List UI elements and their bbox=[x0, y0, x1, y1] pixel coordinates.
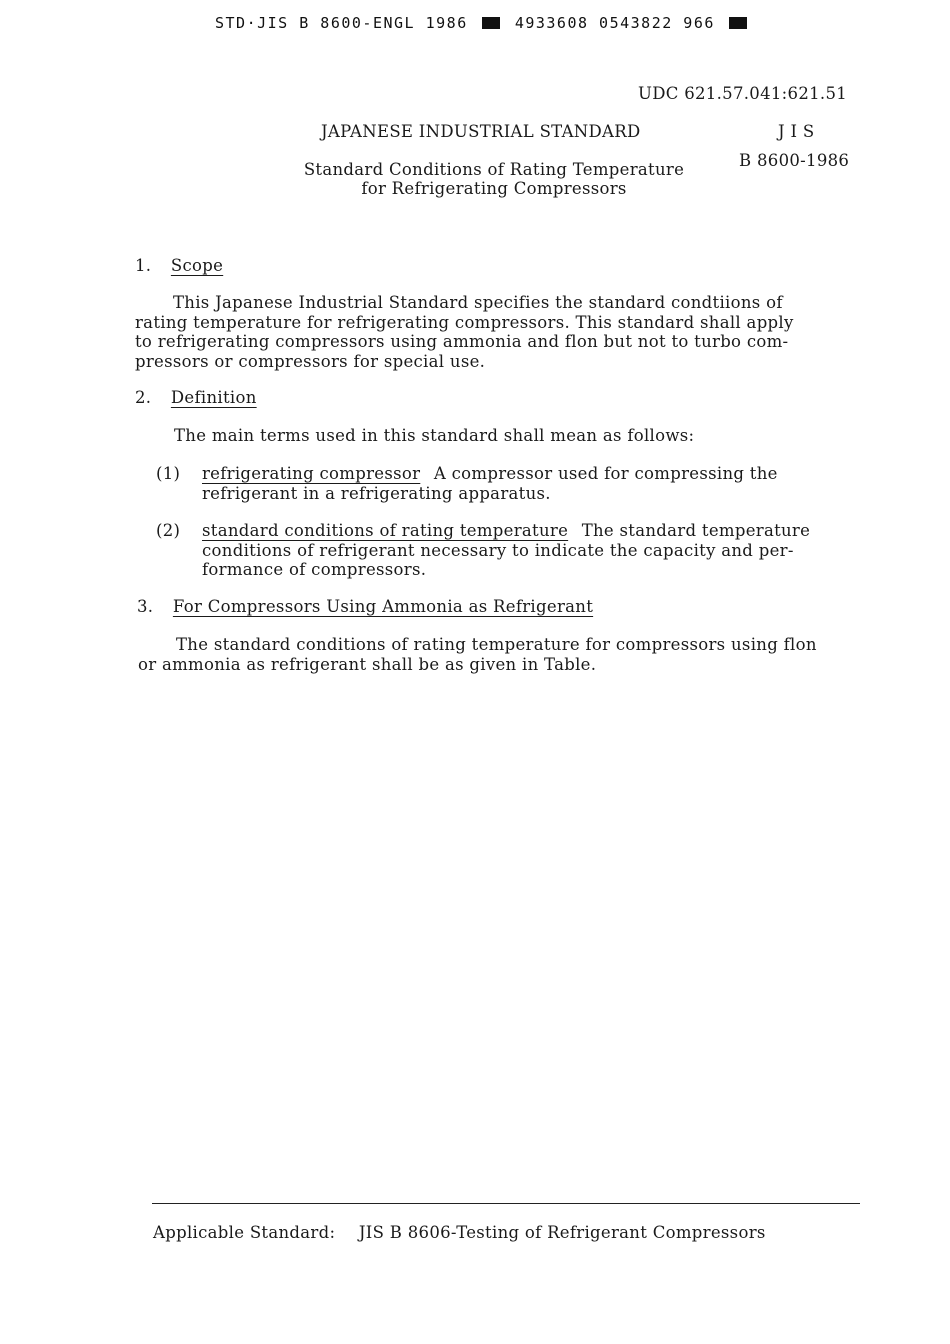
scope-paragraph bbox=[135, 293, 794, 371]
definition-text: The standard temperature bbox=[581, 521, 811, 540]
document-stamp bbox=[215, 14, 751, 32]
ammonia-paragraph bbox=[138, 635, 817, 674]
jis-mark: J I S bbox=[778, 122, 815, 141]
definition-item-2 bbox=[202, 521, 810, 580]
definition-text: A compressor used for compressing the bbox=[433, 464, 778, 483]
applicable-standard bbox=[153, 1223, 766, 1242]
title-line: Standard Conditions of Rating Temperature bbox=[303, 160, 685, 179]
definition-line: conditions of refrigerant necessary to indicate the capacity and per- bbox=[202, 540, 794, 560]
paragraph-line: to refrigerating compressors using ammonia and flon but not to turbo com- bbox=[135, 332, 789, 351]
section-heading-definition bbox=[135, 388, 257, 407]
paragraph-line: rating temperature for refrigerating compressors. This standard shall apply bbox=[135, 312, 794, 332]
paragraph-line: This Japanese Industrial Standard specifies the standard condtiions of bbox=[173, 293, 783, 312]
footer-rule bbox=[152, 1203, 860, 1204]
definition-term: refrigerating compressor bbox=[202, 464, 421, 483]
definition-marker: (1) bbox=[156, 464, 181, 483]
paragraph-line: The standard conditions of rating temperature for compressors using flon bbox=[176, 635, 817, 654]
stamp-code-left: STD·JIS B 8600-ENGL 1986 bbox=[215, 14, 468, 32]
definition-item-1 bbox=[202, 464, 778, 503]
black-block-mark bbox=[482, 17, 500, 29]
section-title: For Compressors Using Ammonia as Refrigerant bbox=[172, 597, 594, 616]
standard-type: JAPANESE INDUSTRIAL STANDARD bbox=[321, 122, 641, 141]
applicable-value: JIS B 8606-Testing of Refrigerant Compressors bbox=[358, 1223, 766, 1242]
section-number: 3. bbox=[137, 597, 154, 616]
definition-marker: (2) bbox=[156, 521, 181, 540]
section-number: 2. bbox=[135, 388, 152, 407]
definition-term: standard conditions of rating temperature bbox=[202, 521, 569, 540]
definition-line: refrigerant in a refrigerating apparatus. bbox=[202, 483, 551, 503]
section-title: Definition bbox=[170, 388, 257, 407]
section-number: 1. bbox=[135, 256, 152, 275]
section-heading-ammonia bbox=[137, 597, 593, 616]
udc-number: UDC 621.57.041:621.51 bbox=[638, 84, 848, 103]
document-title bbox=[294, 160, 694, 198]
applicable-label: Applicable Standard: bbox=[153, 1223, 336, 1242]
definition-intro: The main terms used in this standard shall mean as follows: bbox=[174, 426, 695, 445]
standard-number: B 8600-1986 bbox=[739, 151, 850, 170]
definition-line bbox=[202, 464, 778, 484]
section-title: Scope bbox=[170, 256, 224, 275]
black-block-mark bbox=[729, 17, 747, 29]
definition-line bbox=[202, 521, 810, 541]
title-line: for Refrigerating Compressors bbox=[361, 179, 627, 198]
stamp-code-right: 4933608 0543822 966 bbox=[514, 14, 715, 32]
paragraph-line: or ammonia as refrigerant shall be as given in Table. bbox=[138, 654, 597, 674]
paragraph-line: pressors or compressors for special use. bbox=[135, 351, 486, 371]
section-heading-scope bbox=[135, 256, 223, 275]
definition-line: formance of compressors. bbox=[202, 560, 427, 579]
